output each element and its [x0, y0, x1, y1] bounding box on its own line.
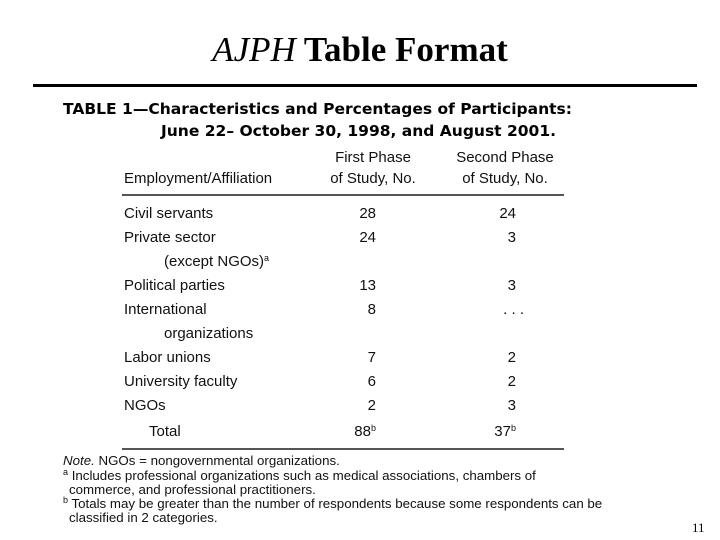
cell-second: 2 — [507, 349, 516, 366]
footnote-a-text: Includes professional organizations such as medical associations, chambers of — [68, 468, 536, 483]
title-rest: Table Format — [295, 30, 508, 69]
header-col1: Employment/Affiliation — [124, 170, 273, 187]
row-label-text: (except NGOs) — [164, 253, 265, 270]
row-label-text: NGOs — [124, 397, 166, 414]
cell-second: 3 — [507, 229, 516, 246]
footnote-b-line1 — [63, 497, 602, 511]
cell-first: 7 — [367, 349, 376, 366]
cell-second: 24 — [499, 205, 516, 222]
bottom-rule — [122, 448, 564, 450]
row-label-text: International — [124, 301, 207, 318]
title-journal: AJPH — [212, 30, 296, 69]
row-label — [124, 349, 211, 367]
footnote-a-line2: commerce, and professional practitioners. — [69, 482, 316, 497]
total-first — [300, 423, 376, 441]
row-label — [124, 301, 207, 319]
cell-first: 2 — [367, 397, 376, 414]
row-label — [124, 373, 237, 391]
footnote-mark: a — [63, 467, 69, 477]
row-label — [164, 325, 253, 343]
footnote-mark: b — [370, 423, 376, 433]
row-label — [124, 277, 225, 295]
page-number: 11 — [692, 520, 705, 535]
header-rule — [122, 194, 564, 196]
table-title-line1: TABLE 1—Characteristics and Percentages of Participants: — [63, 100, 572, 118]
cell-first: 13 — [359, 277, 376, 294]
row-label — [124, 205, 213, 223]
cell-first: 8 — [367, 301, 376, 318]
cell-first: 28 — [359, 205, 376, 222]
table-title-line2: June 22– October 30, 1998, and August 2001. — [161, 122, 557, 140]
row-label-text: Civil servants — [124, 205, 214, 222]
header-col2-line1: First Phase — [335, 149, 411, 166]
total-second-value: 37 — [494, 423, 511, 440]
row-label-text: University faculty — [124, 373, 238, 390]
note-text: NGOs = nongovernmental organizations. — [94, 453, 340, 468]
row-label — [124, 397, 166, 415]
footnote-a-line1 — [63, 469, 536, 483]
note-label: Note. — [63, 453, 95, 468]
row-label-text: Political parties — [124, 277, 225, 294]
header-col3-line1: Second Phase — [456, 149, 554, 166]
cell-first: 24 — [359, 229, 376, 246]
row-label-text: organizations — [164, 325, 254, 342]
cell-second: 2 — [507, 373, 516, 390]
total-label: Total — [149, 423, 181, 440]
footnote-mark: a — [264, 253, 270, 263]
title-divider — [33, 84, 697, 87]
cell-first: 6 — [367, 373, 376, 390]
footnote-mark: b — [63, 495, 69, 505]
header-col3-line2: of Study, No. — [462, 170, 548, 187]
footnote-b-line2: classified in 2 categories. — [69, 510, 218, 525]
row-label — [164, 253, 269, 271]
cell-second: 3 — [507, 277, 516, 294]
row-label-text: Private sector — [124, 229, 216, 246]
total-second — [440, 423, 516, 441]
note-line — [63, 454, 340, 468]
total-first-value: 88 — [354, 423, 371, 440]
footnote-b-text: Totals may be greater than the number of respondents because some respondents can be — [68, 496, 603, 511]
cell-second: . . . — [503, 301, 524, 318]
row-label-text: Labor unions — [124, 349, 211, 366]
header-col2-line2: of Study, No. — [330, 170, 416, 187]
cell-second: 3 — [507, 397, 516, 414]
row-label — [124, 229, 216, 247]
footnote-mark: b — [510, 423, 516, 433]
slide-title — [0, 30, 720, 70]
